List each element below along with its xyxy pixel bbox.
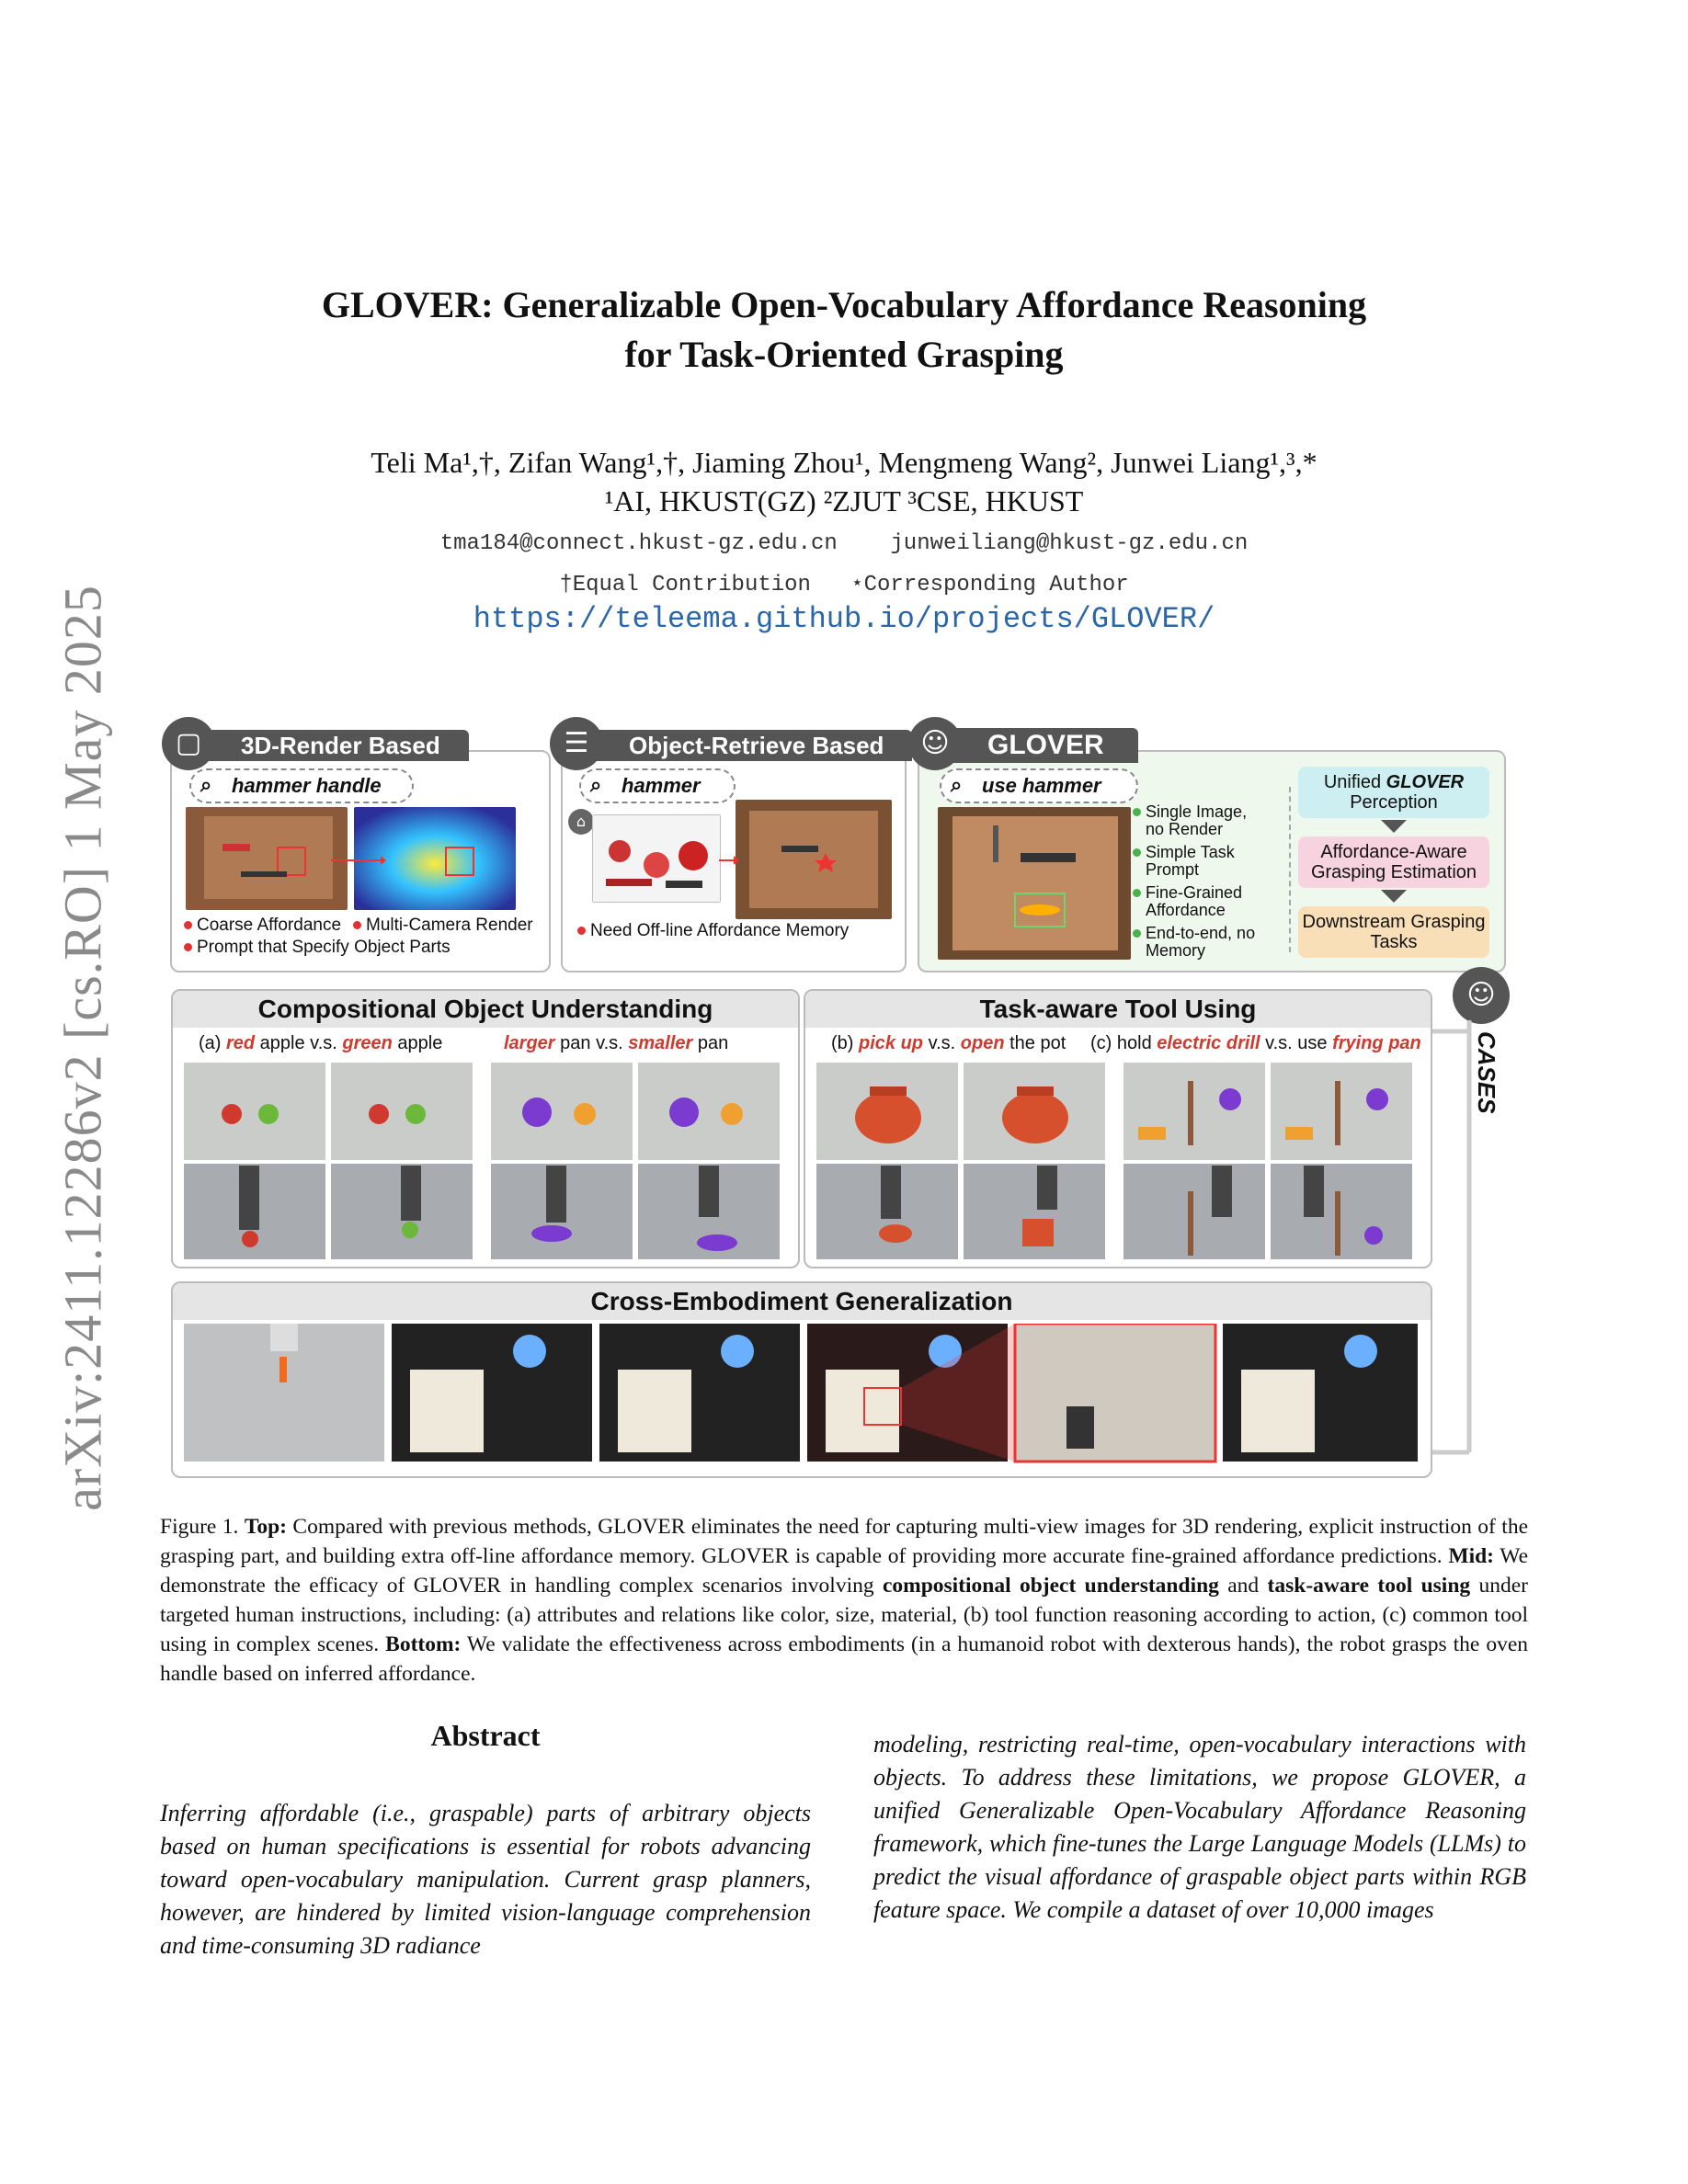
figure-caption: [160, 1512, 1528, 1689]
feature-fine-grained: Fine-Grained Affordance: [1146, 884, 1265, 919]
abstract-right-column: modeling, restricting real-time, open-vocabulary interactions with objects. To address these limitations, we propose GLOVER, a unified Generalizable Open-Vocabulary Affordance Reasoning framework, which fine-tunes the Large Language Models (LLMs) to predict the visual affordance of graspable object parts within RGB feature space. We compile a dataset of over 10,000 images: [873, 1731, 1526, 1923]
tool-photos: [816, 1063, 1416, 1259]
render-arrow: [331, 855, 386, 866]
memory-icon: ⌂: [568, 809, 594, 835]
title-line-1: GLOVER: Generalizable Open-Vocabulary Affordance Reasoning: [321, 284, 1367, 325]
section-compositional-title: Compositional Object Understanding: [173, 991, 798, 1028]
title-line-2: for Task-Oriented Grasping: [624, 334, 1064, 375]
cases-label: CASES: [1473, 1031, 1500, 1114]
caption-top-text: Compared with previous methods, GLOVER eliminates the need for capturing multi-view images for 3D rendering, explicit instruction of the grasping part, and building extra off-line affordance memory. GLOVER is capable of providing more accurate fine-grained affordance predictions.: [160, 1515, 1528, 1568]
caption-bottom-text: We validate the effectiveness across embodiments (in a humanoid robot with dexterous hands), the robot grasps the oven handle based on inferred affordance.: [160, 1632, 1528, 1686]
abstract-heading: Abstract: [430, 1719, 541, 1752]
humanoid-photos: [184, 1324, 1418, 1463]
feature-end-to-end: End-to-end, no Memory: [1146, 925, 1265, 960]
cases-logo-icon: ☺: [1453, 967, 1510, 1024]
subcaption-a: (a) red apple v.s. green apple: [199, 1033, 443, 1053]
retrieve-photo: [736, 800, 892, 919]
figure-1: [156, 708, 1535, 1480]
stage-unified-perception: Unified GLOVER Perception: [1298, 767, 1489, 818]
stage-downstream: Downstream Grasping Tasks: [1298, 906, 1489, 958]
authors: Teli Ma¹,†, Zifan Wang¹,†, Jiaming Zhou¹, Mengmeng Wang², Junwei Liang¹,³,*: [371, 446, 1317, 479]
glover-divider: [1289, 787, 1291, 952]
query-bubble-2: [579, 768, 736, 803]
caption-mid-bold-1: compositional object understanding: [882, 1574, 1219, 1598]
subcaption-c: (c) hold electric drill v.s. use frying pan: [1090, 1033, 1421, 1053]
caption-mid-text-2: and: [1218, 1574, 1268, 1598]
retrieve-arrow: [719, 855, 739, 866]
caption-mid-text-3: under targeted human instructions, including: (a) attributes and relations like color, size, material, (b) tool function reasoning according to action, (c) common tool using in complex scenes.: [160, 1574, 1528, 1656]
note-coarse: Coarse Affordance: [184, 916, 341, 936]
project-url[interactable]: https://teleema.github.io/projects/GLOVER/: [473, 602, 1215, 636]
tools-memory-photo: [592, 814, 721, 903]
subcaption-b: (b) pick up v.s. open the pot: [831, 1033, 1066, 1053]
render-photo-1: [186, 807, 348, 910]
search-icon: ⌕: [590, 774, 602, 797]
retrieve-icon: ☰: [550, 717, 603, 770]
caption-mid-bold-2: task-aware tool using: [1267, 1574, 1471, 1598]
caption-mid-label: Mid:: [1448, 1544, 1494, 1568]
query-bubble-1: [189, 768, 414, 803]
feature-single-image: Single Image, no Render: [1146, 803, 1265, 838]
section-cross-embodiment-title: Cross-Embodiment Generalization: [173, 1283, 1431, 1320]
panel-3d-render-header: 3D-Render Based: [184, 730, 469, 761]
panel-glover-header: GLOVER: [930, 728, 1138, 763]
glover-photo: [938, 807, 1131, 960]
affiliations: ¹AI, HKUST(GZ) ²ZJUT ³CSE, HKUST: [604, 484, 1084, 518]
stage-arrow-2: [1381, 890, 1407, 903]
query-text-1: hammer handle: [232, 774, 382, 797]
section-task-aware-title: Task-aware Tool Using: [805, 991, 1431, 1028]
search-icon: ⌕: [200, 774, 212, 797]
emails: tma184@connect.hkust-gz.edu.cn junweiliang@hkust-gz.edu.cn: [439, 531, 1249, 556]
glover-logo-icon: ☺: [908, 717, 962, 770]
stage-affordance-grasping: Affordance-Aware Grasping Estimation: [1298, 836, 1489, 888]
author-block: [184, 443, 1504, 520]
subcaption-a2: larger pan v.s. smaller pan: [504, 1033, 729, 1053]
caption-mid-text-1: We demonstrate the efficacy of GLOVER in handling complex scenarios involving: [160, 1544, 1529, 1598]
search-icon: ⌕: [951, 774, 963, 797]
query-bubble-3: [940, 768, 1138, 803]
apple-photos: [184, 1063, 783, 1259]
note-multicamera: Multi-Camera Render: [353, 916, 533, 936]
contribution-notes: †Equal Contribution ⋆Corresponding Author: [559, 573, 1129, 597]
abstract-left-column: Inferring affordable (i.e., graspable) parts of arbitrary objects based on human specifications is essential for robots advancing toward open-vocabulary manipulation. Current grasp planners, however, are hindered by limited vision-language comprehension and time-consuming 3D radiance: [160, 1800, 811, 1959]
note-offline-memory: Need Off-line Affordance Memory: [577, 921, 849, 941]
query-text-2: hammer: [622, 774, 701, 797]
feature-simple-prompt: Simple Task Prompt: [1146, 844, 1265, 879]
cube-icon: ▢: [162, 717, 215, 770]
caption-top-label: Top:: [244, 1515, 287, 1539]
arxiv-sidebar: [28, 552, 138, 1544]
panel-object-retrieve-header: Object-Retrieve Based: [572, 730, 912, 761]
caption-bottom-label: Bottom:: [385, 1632, 462, 1656]
arxiv-id: arXiv:2411.12286v2 [cs.RO] 1 May 2025: [52, 585, 113, 1511]
paper-title: [184, 280, 1504, 380]
stage-arrow-1: [1381, 820, 1407, 833]
query-text-3: use hammer: [982, 774, 1101, 797]
note-prompt: Prompt that Specify Object Parts: [184, 938, 451, 958]
caption-label: Figure 1.: [160, 1515, 239, 1539]
